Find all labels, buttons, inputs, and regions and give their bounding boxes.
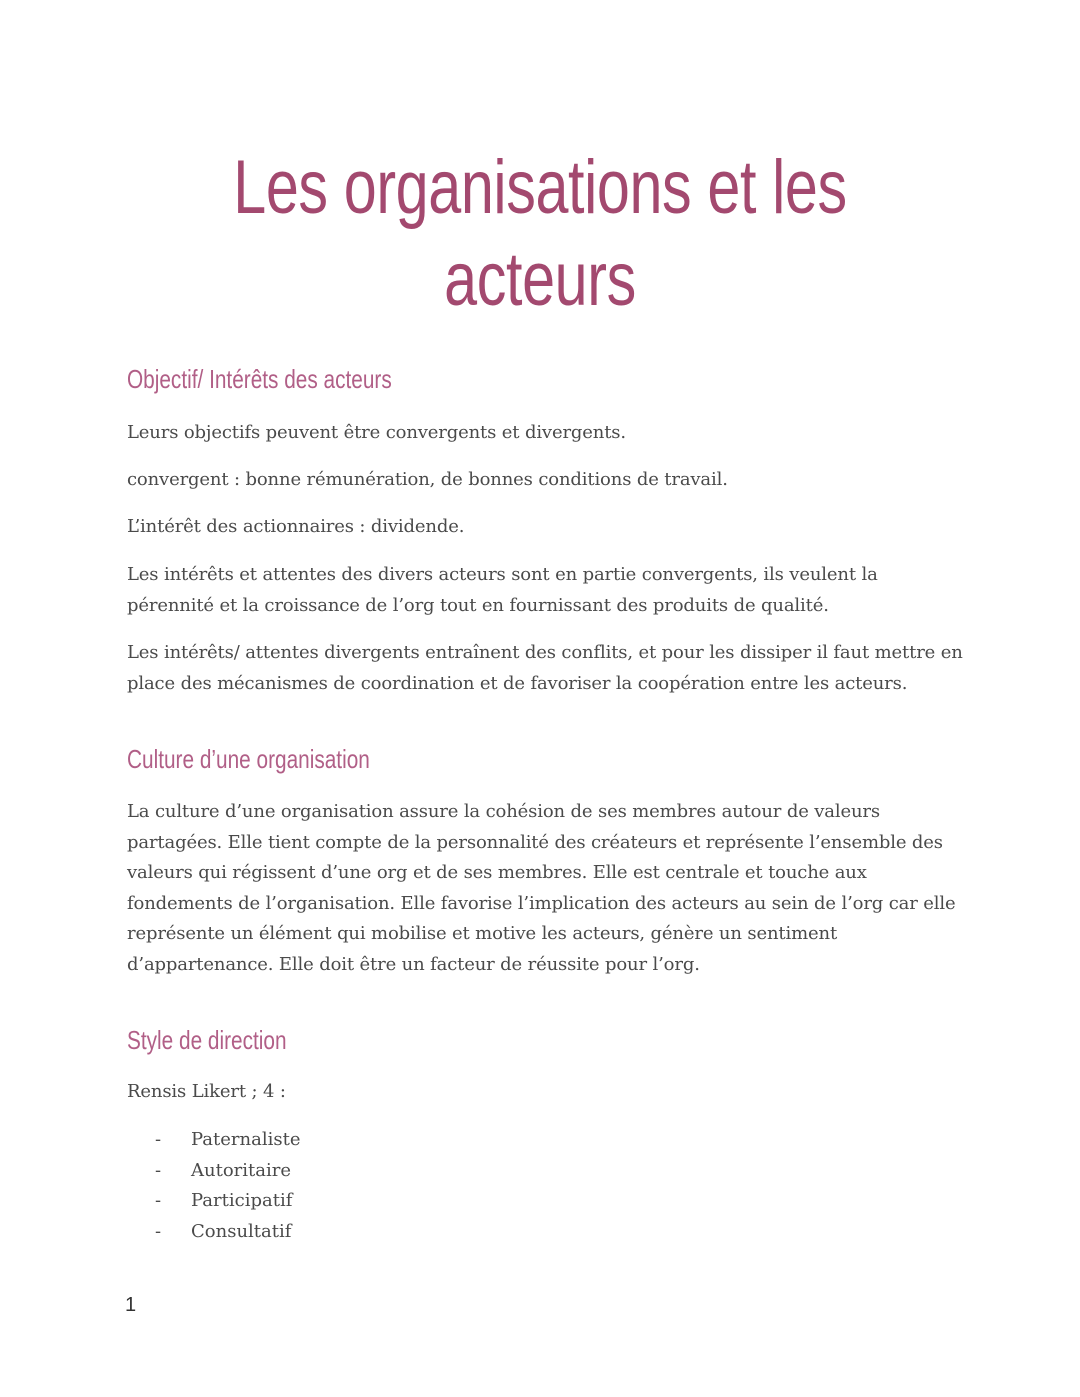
section-heading-objectifs bbox=[127, 363, 957, 395]
section-heading: Objectif/ Intérêts des acteurs bbox=[127, 364, 392, 394]
list-item bbox=[155, 1217, 301, 1248]
paragraph: Rensis Likert ; 4 : bbox=[127, 1081, 286, 1102]
style-list bbox=[155, 1125, 301, 1247]
section-body-objectifs bbox=[127, 465, 967, 496]
section-heading-style bbox=[127, 1024, 957, 1056]
section-body-objectifs bbox=[127, 512, 967, 543]
section-body-objectifs bbox=[127, 560, 917, 621]
paragraph: Les intérêts/ attentes divergents entraînent des conflits, et pour les dissiper il faut mettre en place des mécanismes de coordination et de favoriser la coopération entre les acteurs. bbox=[127, 642, 963, 694]
section-body-style bbox=[127, 1077, 967, 1108]
paragraph: convergent : bonne rémunération, de bonnes conditions de travail. bbox=[127, 469, 728, 490]
section-heading: Style de direction bbox=[127, 1025, 287, 1055]
list-item-text: Consultatif bbox=[191, 1220, 292, 1242]
dash-bullet: - bbox=[155, 1129, 162, 1150]
document-title-line-2: acteurs bbox=[444, 237, 636, 322]
section-body-culture bbox=[127, 797, 972, 980]
paragraph: Les intérêts et attentes des divers acteurs sont en partie convergents, ils veulent la pérennité et la croissance de l’org tout en fournissant des produits de qualité. bbox=[127, 564, 878, 616]
document-title bbox=[119, 142, 961, 326]
section-heading-culture bbox=[127, 743, 957, 775]
list-item-text: Participatif bbox=[191, 1190, 293, 1211]
dash-bullet: - bbox=[155, 1159, 162, 1181]
paragraph: L’intérêt des actionnaires : dividende. bbox=[127, 516, 465, 537]
page-number: 1 bbox=[125, 1294, 137, 1316]
list-item-text: Paternaliste bbox=[191, 1129, 301, 1150]
section-body-objectifs bbox=[127, 638, 972, 699]
paragraph: La culture d’une organisation assure la cohésion de ses membres autour de valeurs partagées. Elle tient compte de la personnalité des créateurs et représente l’ensemble des valeurs qui régissent d’une org et de ses membres. Elle est centrale et touche aux fondements de l’organisation. Elle favorise l’implication des acteurs au sein de l’org car elle représente un élément qui mobilise et motive les acteurs, génère un sentiment d’appartenance. Elle doit être un facteur de réussite pour l’org. bbox=[127, 801, 956, 975]
document-title-line-1: Les organisations et les bbox=[233, 145, 847, 230]
list-item-text: Autoritaire bbox=[191, 1159, 292, 1181]
list-item bbox=[155, 1125, 301, 1156]
list-item bbox=[155, 1186, 301, 1217]
dash-bullet: - bbox=[155, 1190, 162, 1211]
section-body-objectifs bbox=[127, 418, 967, 449]
list-item bbox=[155, 1156, 301, 1187]
paragraph: Leurs objectifs peuvent être convergents et divergents. bbox=[127, 422, 626, 443]
section-heading: Culture d’une organisation bbox=[127, 744, 370, 774]
dash-bullet: - bbox=[155, 1220, 162, 1242]
